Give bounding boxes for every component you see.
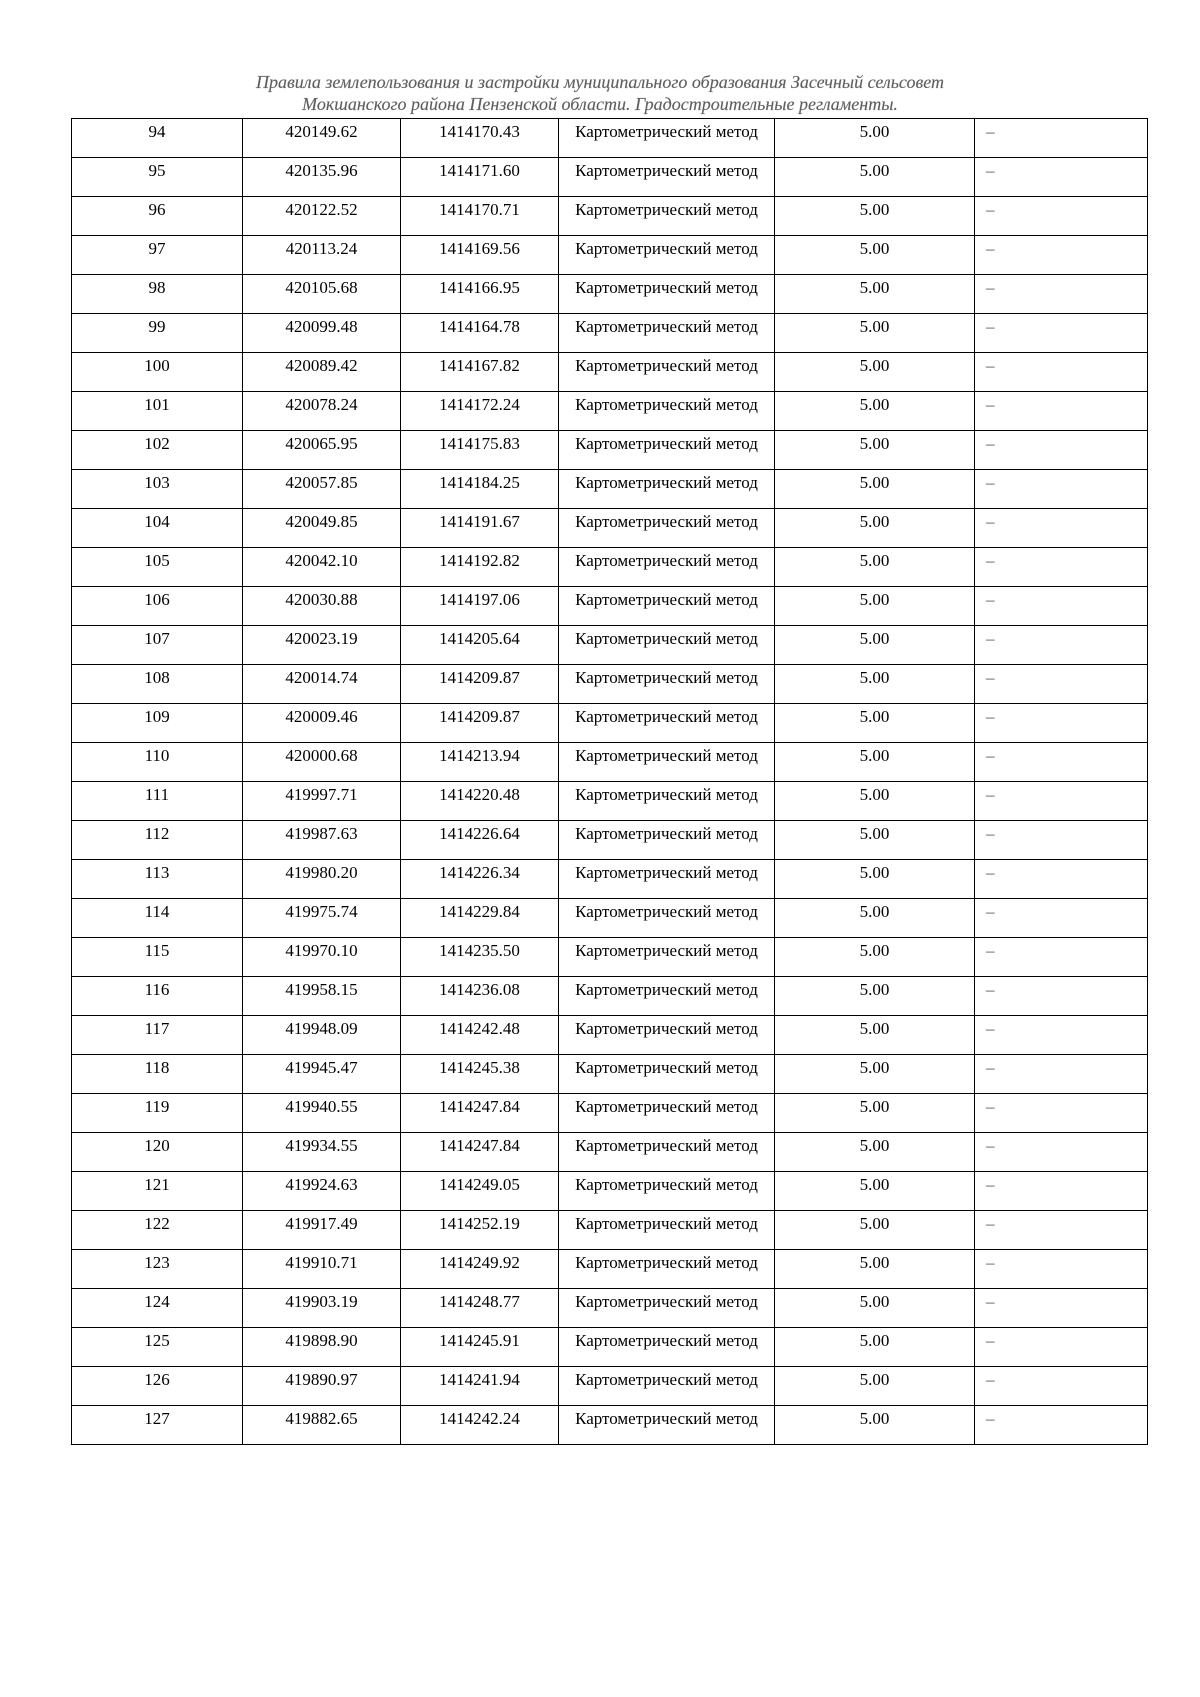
method-cell: Картометрический метод (559, 704, 775, 743)
y-coordinate-cell: 1414205.64 (401, 626, 559, 665)
table-row (72, 1133, 1148, 1172)
accuracy-cell: 5.00 (775, 1406, 975, 1445)
x-coordinate-cell: 420030.88 (243, 587, 401, 626)
table-row (72, 899, 1148, 938)
accuracy-cell: 5.00 (775, 1016, 975, 1055)
y-coordinate-cell: 1414248.77 (401, 1289, 559, 1328)
y-coordinate-cell: 1414175.83 (401, 431, 559, 470)
header-line-1: Правила землепользования и застройки муниципального образования Засечный сельсовет (255, 72, 945, 92)
accuracy-cell: 5.00 (775, 548, 975, 587)
note-cell: – (975, 587, 1148, 626)
y-coordinate-cell: 1414169.56 (401, 236, 559, 275)
note-cell: – (975, 626, 1148, 665)
accuracy-cell: 5.00 (775, 1094, 975, 1133)
accuracy-cell: 5.00 (775, 938, 975, 977)
method-cell: Картометрический метод (559, 860, 775, 899)
accuracy-cell: 5.00 (775, 353, 975, 392)
method-cell: Картометрический метод (559, 236, 775, 275)
method-cell: Картометрический метод (559, 275, 775, 314)
table-row (72, 1055, 1148, 1094)
accuracy-cell: 5.00 (775, 392, 975, 431)
table-row (72, 197, 1148, 236)
table-row (72, 938, 1148, 977)
accuracy-cell: 5.00 (775, 665, 975, 704)
table-row (72, 158, 1148, 197)
method-cell: Картометрический метод (559, 1016, 775, 1055)
point-number-cell: 97 (72, 236, 243, 275)
note-cell: – (975, 236, 1148, 275)
note-cell: – (975, 119, 1148, 158)
point-number-cell: 98 (72, 275, 243, 314)
note-cell: – (975, 470, 1148, 509)
y-coordinate-cell: 1414209.87 (401, 704, 559, 743)
method-cell: Картометрический метод (559, 821, 775, 860)
table-row (72, 1172, 1148, 1211)
method-cell: Картометрический метод (559, 665, 775, 704)
point-number-cell: 110 (72, 743, 243, 782)
method-cell: Картометрический метод (559, 1211, 775, 1250)
method-cell: Картометрический метод (559, 119, 775, 158)
point-number-cell: 118 (72, 1055, 243, 1094)
accuracy-cell: 5.00 (775, 1055, 975, 1094)
y-coordinate-cell: 1414226.64 (401, 821, 559, 860)
x-coordinate-cell: 419910.71 (243, 1250, 401, 1289)
table-row (72, 1289, 1148, 1328)
method-cell: Картометрический метод (559, 548, 775, 587)
x-coordinate-cell: 419997.71 (243, 782, 401, 821)
note-cell: – (975, 1055, 1148, 1094)
table-row (72, 1016, 1148, 1055)
note-cell: – (975, 1211, 1148, 1250)
y-coordinate-cell: 1414167.82 (401, 353, 559, 392)
x-coordinate-cell: 420113.24 (243, 236, 401, 275)
header-line-2: Мокшанского района Пензенской области. Градостроительные регламенты. (302, 94, 898, 114)
y-coordinate-cell: 1414245.91 (401, 1328, 559, 1367)
y-coordinate-cell: 1414170.71 (401, 197, 559, 236)
x-coordinate-cell: 419945.47 (243, 1055, 401, 1094)
table-row (72, 1406, 1148, 1445)
y-coordinate-cell: 1414192.82 (401, 548, 559, 587)
x-coordinate-cell: 420023.19 (243, 626, 401, 665)
y-coordinate-cell: 1414226.34 (401, 860, 559, 899)
point-number-cell: 123 (72, 1250, 243, 1289)
point-number-cell: 116 (72, 977, 243, 1016)
note-cell: – (975, 275, 1148, 314)
table-row (72, 431, 1148, 470)
point-number-cell: 117 (72, 1016, 243, 1055)
note-cell: – (975, 431, 1148, 470)
table-row (72, 977, 1148, 1016)
table-row (72, 626, 1148, 665)
note-cell: – (975, 197, 1148, 236)
accuracy-cell: 5.00 (775, 1211, 975, 1250)
point-number-cell: 114 (72, 899, 243, 938)
note-cell: – (975, 860, 1148, 899)
x-coordinate-cell: 419970.10 (243, 938, 401, 977)
y-coordinate-cell: 1414164.78 (401, 314, 559, 353)
accuracy-cell: 5.00 (775, 1133, 975, 1172)
note-cell: – (975, 899, 1148, 938)
point-number-cell: 120 (72, 1133, 243, 1172)
accuracy-cell: 5.00 (775, 743, 975, 782)
method-cell: Картометрический метод (559, 626, 775, 665)
method-cell: Картометрический метод (559, 1367, 775, 1406)
method-cell: Картометрический метод (559, 743, 775, 782)
method-cell: Картометрический метод (559, 1328, 775, 1367)
accuracy-cell: 5.00 (775, 158, 975, 197)
method-cell: Картометрический метод (559, 1055, 775, 1094)
coordinates-table-body (72, 119, 1148, 1445)
method-cell: Картометрический метод (559, 1172, 775, 1211)
note-cell: – (975, 1250, 1148, 1289)
x-coordinate-cell: 419882.65 (243, 1406, 401, 1445)
method-cell: Картометрический метод (559, 509, 775, 548)
note-cell: – (975, 1094, 1148, 1133)
accuracy-cell: 5.00 (775, 119, 975, 158)
accuracy-cell: 5.00 (775, 1328, 975, 1367)
point-number-cell: 102 (72, 431, 243, 470)
y-coordinate-cell: 1414236.08 (401, 977, 559, 1016)
y-coordinate-cell: 1414245.38 (401, 1055, 559, 1094)
accuracy-cell: 5.00 (775, 509, 975, 548)
accuracy-cell: 5.00 (775, 197, 975, 236)
y-coordinate-cell: 1414191.67 (401, 509, 559, 548)
method-cell: Картометрический метод (559, 899, 775, 938)
accuracy-cell: 5.00 (775, 1367, 975, 1406)
y-coordinate-cell: 1414166.95 (401, 275, 559, 314)
x-coordinate-cell: 420099.48 (243, 314, 401, 353)
point-number-cell: 111 (72, 782, 243, 821)
y-coordinate-cell: 1414241.94 (401, 1367, 559, 1406)
point-number-cell: 100 (72, 353, 243, 392)
note-cell: – (975, 1289, 1148, 1328)
accuracy-cell: 5.00 (775, 860, 975, 899)
note-cell: – (975, 665, 1148, 704)
point-number-cell: 95 (72, 158, 243, 197)
table-row (72, 587, 1148, 626)
method-cell: Картометрический метод (559, 1250, 775, 1289)
method-cell: Картометрический метод (559, 158, 775, 197)
point-number-cell: 125 (72, 1328, 243, 1367)
table-row (72, 392, 1148, 431)
accuracy-cell: 5.00 (775, 314, 975, 353)
method-cell: Картометрический метод (559, 782, 775, 821)
table-row (72, 314, 1148, 353)
point-number-cell: 124 (72, 1289, 243, 1328)
y-coordinate-cell: 1414172.24 (401, 392, 559, 431)
table-row (72, 470, 1148, 509)
point-number-cell: 113 (72, 860, 243, 899)
x-coordinate-cell: 420078.24 (243, 392, 401, 431)
method-cell: Картометрический метод (559, 1406, 775, 1445)
note-cell: – (975, 938, 1148, 977)
note-cell: – (975, 1133, 1148, 1172)
accuracy-cell: 5.00 (775, 275, 975, 314)
table-row (72, 1367, 1148, 1406)
accuracy-cell: 5.00 (775, 1172, 975, 1211)
table-row (72, 704, 1148, 743)
y-coordinate-cell: 1414213.94 (401, 743, 559, 782)
y-coordinate-cell: 1414184.25 (401, 470, 559, 509)
method-cell: Картометрический метод (559, 392, 775, 431)
y-coordinate-cell: 1414197.06 (401, 587, 559, 626)
x-coordinate-cell: 420009.46 (243, 704, 401, 743)
point-number-cell: 126 (72, 1367, 243, 1406)
note-cell: – (975, 548, 1148, 587)
point-number-cell: 107 (72, 626, 243, 665)
x-coordinate-cell: 420000.68 (243, 743, 401, 782)
point-number-cell: 108 (72, 665, 243, 704)
y-coordinate-cell: 1414220.48 (401, 782, 559, 821)
method-cell: Картометрический метод (559, 353, 775, 392)
method-cell: Картометрический метод (559, 938, 775, 977)
x-coordinate-cell: 419980.20 (243, 860, 401, 899)
table-row (72, 821, 1148, 860)
coordinates-table (71, 118, 1148, 1445)
method-cell: Картометрический метод (559, 470, 775, 509)
accuracy-cell: 5.00 (775, 782, 975, 821)
accuracy-cell: 5.00 (775, 626, 975, 665)
table-row (72, 1094, 1148, 1133)
x-coordinate-cell: 419917.49 (243, 1211, 401, 1250)
table-row (72, 119, 1148, 158)
table-row (72, 743, 1148, 782)
accuracy-cell: 5.00 (775, 1289, 975, 1328)
x-coordinate-cell: 420049.85 (243, 509, 401, 548)
note-cell: – (975, 977, 1148, 1016)
y-coordinate-cell: 1414170.43 (401, 119, 559, 158)
method-cell: Картометрический метод (559, 977, 775, 1016)
x-coordinate-cell: 420089.42 (243, 353, 401, 392)
x-coordinate-cell: 419934.55 (243, 1133, 401, 1172)
x-coordinate-cell: 419975.74 (243, 899, 401, 938)
note-cell: – (975, 743, 1148, 782)
y-coordinate-cell: 1414235.50 (401, 938, 559, 977)
note-cell: – (975, 509, 1148, 548)
point-number-cell: 106 (72, 587, 243, 626)
point-number-cell: 112 (72, 821, 243, 860)
point-number-cell: 105 (72, 548, 243, 587)
table-row (72, 782, 1148, 821)
point-number-cell: 96 (72, 197, 243, 236)
table-row (72, 860, 1148, 899)
note-cell: – (975, 821, 1148, 860)
x-coordinate-cell: 419940.55 (243, 1094, 401, 1133)
x-coordinate-cell: 420014.74 (243, 665, 401, 704)
x-coordinate-cell: 419924.63 (243, 1172, 401, 1211)
method-cell: Картометрический метод (559, 1094, 775, 1133)
x-coordinate-cell: 419958.15 (243, 977, 401, 1016)
x-coordinate-cell: 420105.68 (243, 275, 401, 314)
x-coordinate-cell: 419987.63 (243, 821, 401, 860)
point-number-cell: 109 (72, 704, 243, 743)
y-coordinate-cell: 1414171.60 (401, 158, 559, 197)
point-number-cell: 103 (72, 470, 243, 509)
note-cell: – (975, 1328, 1148, 1367)
accuracy-cell: 5.00 (775, 431, 975, 470)
point-number-cell: 101 (72, 392, 243, 431)
method-cell: Картометрический метод (559, 1289, 775, 1328)
y-coordinate-cell: 1414252.19 (401, 1211, 559, 1250)
note-cell: – (975, 1406, 1148, 1445)
x-coordinate-cell: 420065.95 (243, 431, 401, 470)
table-row (72, 1211, 1148, 1250)
x-coordinate-cell: 419903.19 (243, 1289, 401, 1328)
note-cell: – (975, 392, 1148, 431)
accuracy-cell: 5.00 (775, 236, 975, 275)
method-cell: Картометрический метод (559, 587, 775, 626)
table-row (72, 548, 1148, 587)
method-cell: Картометрический метод (559, 1133, 775, 1172)
y-coordinate-cell: 1414229.84 (401, 899, 559, 938)
x-coordinate-cell: 420149.62 (243, 119, 401, 158)
y-coordinate-cell: 1414247.84 (401, 1133, 559, 1172)
point-number-cell: 121 (72, 1172, 243, 1211)
note-cell: – (975, 158, 1148, 197)
method-cell: Картометрический метод (559, 314, 775, 353)
x-coordinate-cell: 420122.52 (243, 197, 401, 236)
note-cell: – (975, 704, 1148, 743)
note-cell: – (975, 782, 1148, 821)
point-number-cell: 122 (72, 1211, 243, 1250)
accuracy-cell: 5.00 (775, 470, 975, 509)
note-cell: – (975, 1016, 1148, 1055)
table-row (72, 665, 1148, 704)
table-row (72, 236, 1148, 275)
y-coordinate-cell: 1414242.24 (401, 1406, 559, 1445)
y-coordinate-cell: 1414209.87 (401, 665, 559, 704)
x-coordinate-cell: 419948.09 (243, 1016, 401, 1055)
x-coordinate-cell: 420057.85 (243, 470, 401, 509)
x-coordinate-cell: 419890.97 (243, 1367, 401, 1406)
accuracy-cell: 5.00 (775, 587, 975, 626)
table-row (72, 1328, 1148, 1367)
method-cell: Картометрический метод (559, 431, 775, 470)
y-coordinate-cell: 1414249.05 (401, 1172, 559, 1211)
x-coordinate-cell: 420042.10 (243, 548, 401, 587)
y-coordinate-cell: 1414242.48 (401, 1016, 559, 1055)
note-cell: – (975, 314, 1148, 353)
table-row (72, 353, 1148, 392)
accuracy-cell: 5.00 (775, 977, 975, 1016)
point-number-cell: 104 (72, 509, 243, 548)
point-number-cell: 115 (72, 938, 243, 977)
point-number-cell: 99 (72, 314, 243, 353)
point-number-cell: 119 (72, 1094, 243, 1133)
accuracy-cell: 5.00 (775, 821, 975, 860)
accuracy-cell: 5.00 (775, 704, 975, 743)
y-coordinate-cell: 1414247.84 (401, 1094, 559, 1133)
note-cell: – (975, 353, 1148, 392)
note-cell: – (975, 1172, 1148, 1211)
table-row (72, 275, 1148, 314)
page-header (140, 71, 1060, 115)
point-number-cell: 94 (72, 119, 243, 158)
accuracy-cell: 5.00 (775, 1250, 975, 1289)
table-row (72, 509, 1148, 548)
note-cell: – (975, 1367, 1148, 1406)
point-number-cell: 127 (72, 1406, 243, 1445)
method-cell: Картометрический метод (559, 197, 775, 236)
x-coordinate-cell: 420135.96 (243, 158, 401, 197)
accuracy-cell: 5.00 (775, 899, 975, 938)
x-coordinate-cell: 419898.90 (243, 1328, 401, 1367)
table-row (72, 1250, 1148, 1289)
y-coordinate-cell: 1414249.92 (401, 1250, 559, 1289)
